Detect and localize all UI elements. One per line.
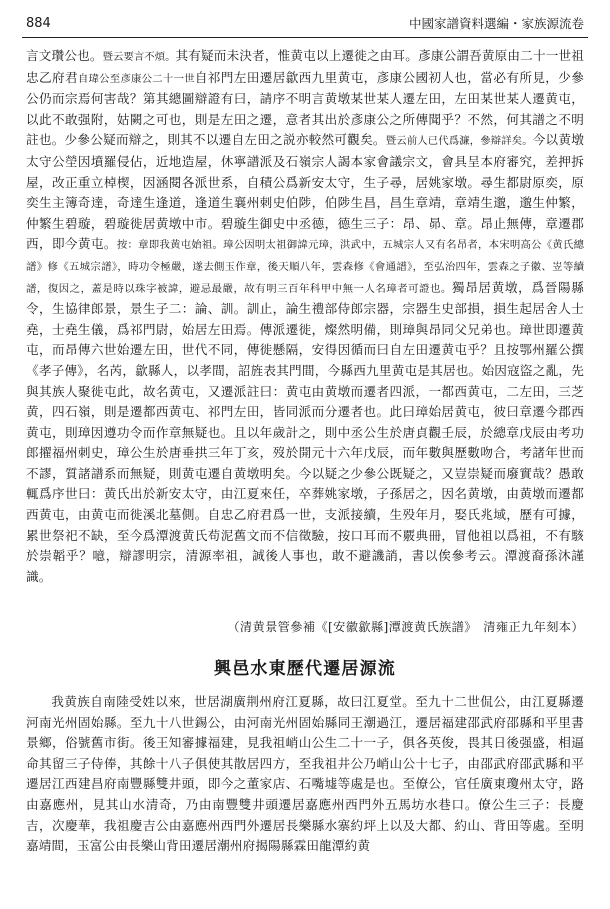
inline-note: 自瑋公至彥康公二十一世 bbox=[77, 72, 195, 85]
text-run: 言文瓚公也。 bbox=[26, 48, 103, 63]
text-run: 獨昂居黄墩，爲晉陽縣令，生協律郎景，景生子二：論、訓。訓止，論生禮部侍郎宗器，宗器生史部損，損生起居舍人士堯，士堯生儀，爲祁門尉，始居左田焉。傳派遷徙，燦然明備，則璋與昂同父兄弟也。璋世即遷黄屯，而昂傳六世始遷左田，世代不同，傳徙懸隔，安得因循而曰自左田遷黄屯乎？且按鄂州羅公撰《孝子傳》，名芮，歙縣人，以孝間，詔旌表其門間，今縣西九里黄屯是其居也。始因寇盜之亂，先與其族人聚徙屯此，故名黄屯，又遷派註曰：黄屯由黄墩而遷者四派，一都西黄屯，二左田，三芝黄，四石嶺，則是遷都西黄屯、祁門左田，皆同派而分遷者也。此曰璋始居黄屯，彼曰章遷今郡西黄屯，則璋因遵功令而作章無疑也。且以年歲計之，則中丞公生於唐貞觀壬辰，於總章戊辰由考功郎擢福州刺史，璋公生於唐垂拱三年丁亥，歿於開元十六年戊辰，而年數與歷數吻合，考諸年世而不謬，質諸譜系而無疑，則黄屯遷自黄墩明矣。今以疑之少參公既疑之，又豈崇疑而廢實哉？愚敢輒爲序世曰：黄氏出於新安太守，由江夏來任，卒葬姚家墩，子孫居之，因名黄墩，由黄墩而遷都西黄屯，由黄屯而徙溪北墓側。自忠乙府君爲一世，支派接續，生殁年月，娶氏兆域，歷有可據，累世祭祀不缺，至今爲潭渡黄氏苟泥舊文而不信徵驗，按口耳而不覈典冊，冒他祖以爲祖，不有駭於崇韜乎？噫，辯謬明宗，清源率祖，誠後人事也，敢不避譏誚，書以俟參考云。潭渡裔孫沐謹識。 bbox=[26, 279, 584, 584]
text-run: 自祁門左田遷居歙西九里黄屯，彥康公國初人也，當必有所見，少參公仍而宗焉何害哉？第其總圖辯證有曰，請序不明言黄墩某世某人遷左田，左田某世某人遷黄屯，以此不敢强附，姑闕之可也，則是左田之遷，意者其出於彥康公之所傳聞乎？不然，何其譜之不明註也。少參公疑而辯之，則其不以遷自左田之説亦較然可觀矣。 bbox=[26, 69, 584, 148]
text-run: 其有疑而未決者，惟黄屯以上遷徙之由耳。彥康公謂吾黄原由二十一世祖忠乙府君 bbox=[26, 48, 584, 85]
inline-note: 按：章即我黄屯始祖。璋公因明太祖御諱元璋，洪武中，五城宗人又有名昂者，本宋明高公《黄氏總譜》修《五城宗譜》，時功令極嚴，遂去側玉作章，後天順八年，雲森修《會通譜》，至弘治四年，雲森之子徽、岦等續譜，復因之，蓋是時以珠字被諱，避忌最嚴，故有明三百年科甲中無一人名璋者可證也。 bbox=[26, 239, 584, 295]
section-title: 興邑水東歷代遷居源流 bbox=[214, 659, 396, 679]
page-header bbox=[26, 12, 584, 34]
section-paragraph: 我黄族自南陸受姓以來，世居湖廣荆州府江夏縣，故曰江夏堂。至九十二世侃公，由江夏縣遷河南光州固始縣。至九十八世錫公，由河南光州固始縣同王潮過江，遷居福建邵武府邵縣和平里書景鄉，俗號舊市街。後王知審據福建，見我祖峭山公生二十一子，俱各英俊，畏其日後强盛，相逼命其留三子侍俸，其餘十八子俱使其散居四方，至我祖井公乃峭山公十七子，由邵武府邵武縣和平遷居江西建昌府南豐縣雙井頭，即今之董家店、石嘴墟等處是也。至僚公，官任廣東瓊州太守，路由嘉應州，見其山水清奇，乃由南豐雙井頭遷居嘉應州西門外五馬坊水巷口。僚公生三子：長慶吉，次慶華，我祖慶吉公由嘉應州西門外遷居長樂縣水寨約坪上以及大都、約山、背田等處。至明嘉靖間，玉富公由長樂山背田遷居潮州府揭陽縣霖田龍潭約黄 bbox=[26, 694, 584, 854]
page-number: 884 bbox=[26, 15, 51, 31]
inline-note: 暨云前人已代爲濂，參辯詳矣。 bbox=[385, 135, 533, 148]
source-citation: （清黄景管參補《[安徽歙縣]潭渡黄氏族譜》 清雍正九年刻本） bbox=[227, 620, 584, 634]
article-paragraph bbox=[26, 46, 584, 587]
inline-note: 暨云要言不煩。 bbox=[102, 51, 176, 63]
text-run: 今以黄墩太守公塋因墳羅侵佔，近地造屋，休寧譜派及石嶺宗人謁本家會議宗文，會具呈本府審究，差押拆屋，改正重立棹楔，因涵閱各派世系，自積公爲新安太守，生子尋，居姚家墩。尋生都尉原奕，原奕生主簿奇達，奇達生逢道，逢道生襄州刺史伯陟，伯陟生昌，昌生章靖，章靖生邈，邈生仲繁，仲繁生碧璇，碧璇徙居黄墩中市。碧璇生御史中丞德，德生三子：昂、昴、章。昂止無傳，章遷郡西，即今黄屯。 bbox=[26, 132, 584, 252]
header-rule bbox=[22, 37, 588, 38]
article-body bbox=[26, 46, 584, 587]
section-body bbox=[26, 692, 584, 857]
running-title: 中國家譜資料選編・家族源流卷 bbox=[408, 16, 584, 31]
